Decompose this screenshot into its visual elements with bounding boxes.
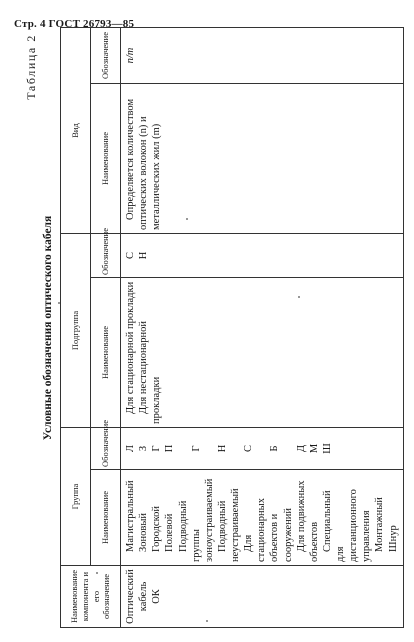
component-code: ОК bbox=[151, 589, 163, 604]
header-subgroup-code: Обозначение bbox=[91, 233, 121, 277]
scan-speck bbox=[58, 302, 60, 304]
header-group: Группа bbox=[61, 427, 91, 565]
subgroup-code: Н bbox=[138, 251, 150, 260]
rotated-table-block bbox=[20, 28, 400, 628]
subgroup-name: Для стационарной прокладки bbox=[125, 281, 136, 414]
table-title: Условные обозначения оптического кабеля bbox=[42, 215, 54, 441]
header-component: Наименование компонента и его обозначение bbox=[61, 566, 121, 628]
group-code: Г bbox=[151, 445, 163, 452]
group-name: Шнур bbox=[387, 525, 399, 552]
table-label: Таблица 2 bbox=[24, 34, 38, 100]
group-code bbox=[177, 431, 190, 466]
component-cell bbox=[121, 566, 404, 628]
group-name: Магистральный bbox=[125, 480, 136, 552]
view-name-cell bbox=[121, 83, 404, 233]
header-view-name: Наименование bbox=[91, 83, 121, 233]
group-code bbox=[255, 431, 268, 466]
group-code bbox=[282, 431, 295, 466]
view-code-cell bbox=[121, 27, 404, 83]
group-codes-cell bbox=[121, 427, 404, 469]
subgroup-names-cell bbox=[121, 277, 404, 427]
scan-speck bbox=[298, 296, 300, 298]
group-code: Г bbox=[190, 445, 202, 452]
group-name: Подводный группы зоноустраиваемый bbox=[177, 478, 215, 562]
group-code: З bbox=[138, 445, 150, 452]
group-name: Подводный неустраиваемый bbox=[216, 488, 241, 562]
group-name: Монтажный bbox=[374, 497, 386, 552]
header-group-code: Обозначение bbox=[91, 427, 121, 469]
group-code: С bbox=[243, 444, 255, 452]
header-subgroup: Подгруппа bbox=[61, 233, 91, 427]
scan-speck bbox=[186, 218, 188, 220]
group-code: Л bbox=[125, 444, 136, 453]
subgroup-name: Для нестационарной прокладки bbox=[138, 321, 163, 424]
group-code: М bbox=[308, 443, 320, 454]
subgroup-code: С bbox=[125, 251, 136, 259]
header-view: Вид bbox=[61, 27, 91, 233]
view-name: Определяется количеством оптических волокон (n) и металлических жил (m) bbox=[125, 98, 163, 230]
page-header: Стр. 4 ГОСТ 26793—85 bbox=[14, 18, 135, 30]
group-name: Специальный для дистанционного управления bbox=[321, 489, 373, 562]
group-code bbox=[229, 431, 242, 466]
group-code: Д bbox=[295, 444, 307, 453]
group-code: П bbox=[164, 444, 176, 453]
group-name: Для подвижных объектов bbox=[295, 480, 320, 562]
group-name: Зоновый bbox=[138, 512, 150, 552]
group-name: Городской bbox=[151, 505, 163, 552]
group-code bbox=[203, 431, 216, 466]
group-code: Н bbox=[216, 444, 228, 453]
designations-table bbox=[60, 27, 404, 628]
scan-speck bbox=[206, 620, 208, 622]
component-line: Оптический bbox=[125, 569, 136, 624]
group-name: Полевой bbox=[164, 513, 176, 552]
scan-speck bbox=[96, 572, 98, 574]
group-names-cell bbox=[121, 470, 404, 566]
header-subgroup-name: Наименование bbox=[91, 277, 121, 427]
subgroup-codes-cell bbox=[121, 233, 404, 277]
group-code: Ш bbox=[321, 443, 333, 454]
header-view-code: Обозначение bbox=[91, 27, 121, 83]
header-group-name: Наименование bbox=[91, 470, 121, 566]
group-code: Б bbox=[269, 445, 281, 452]
group-name: Для стационарных объектов и сооружений bbox=[243, 498, 294, 562]
component-line: кабель bbox=[138, 581, 150, 612]
view-code: n/m bbox=[125, 47, 136, 64]
